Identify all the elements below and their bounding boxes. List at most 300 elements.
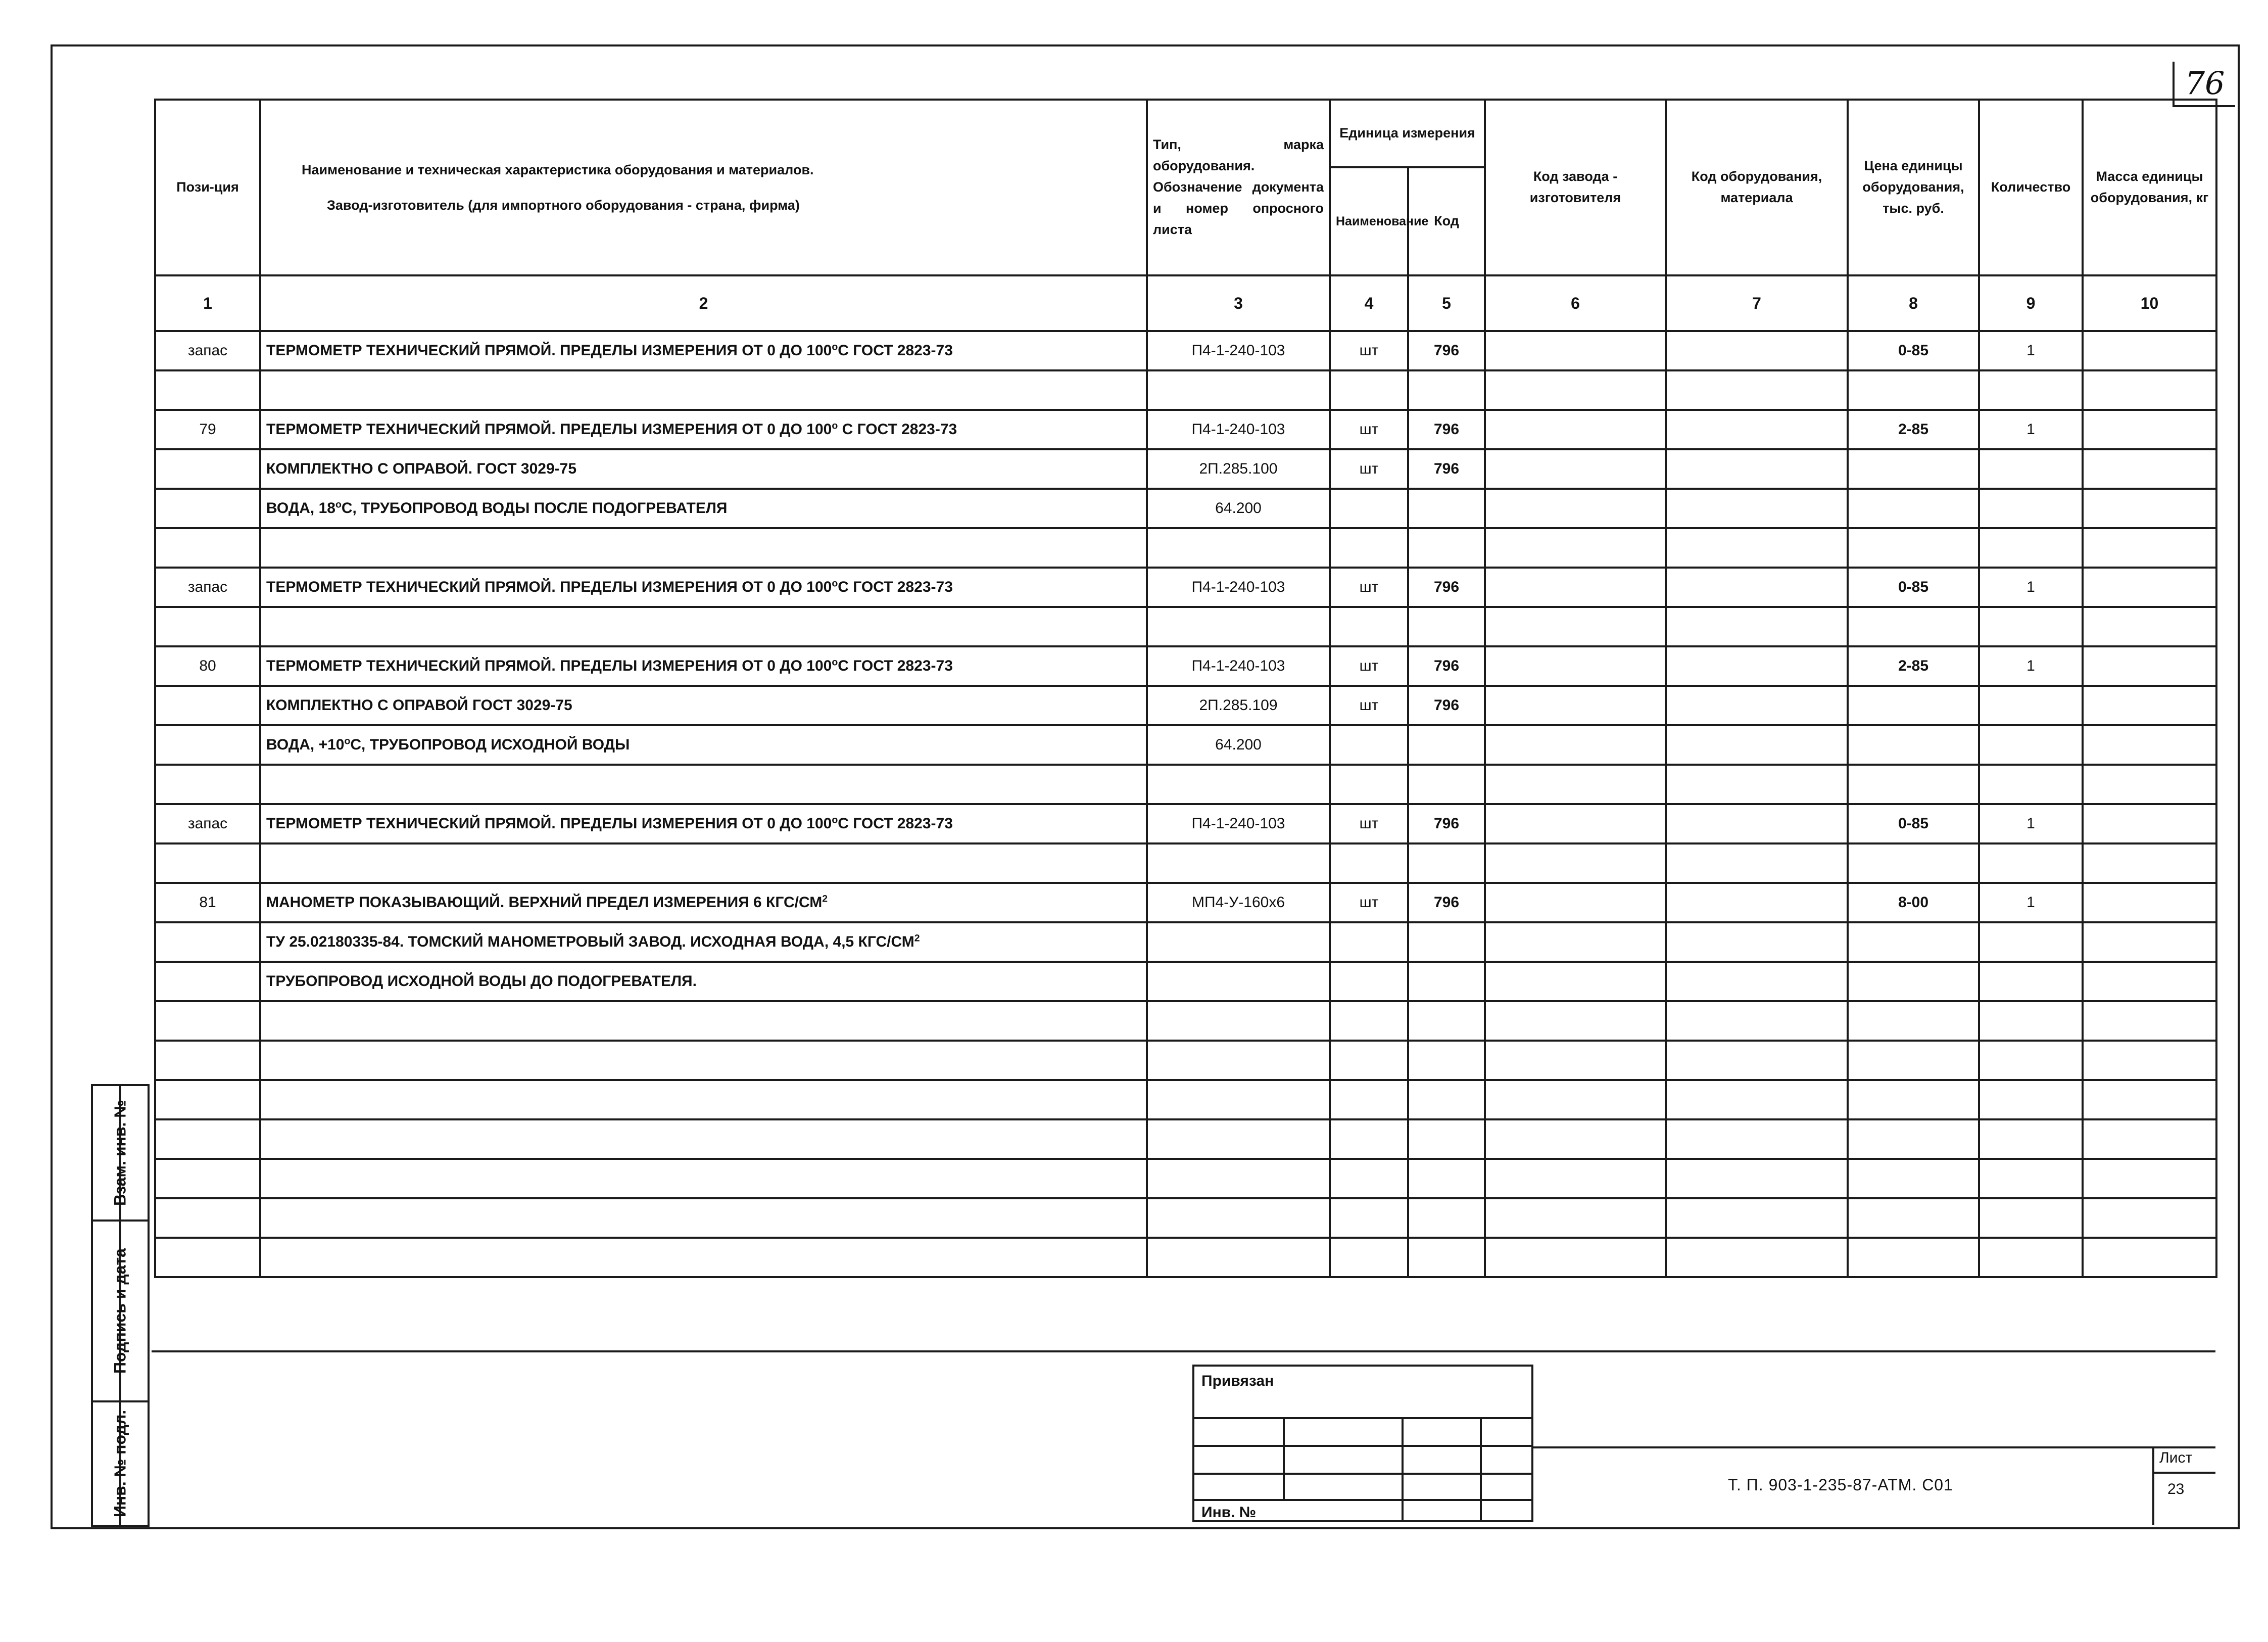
cell-name <box>260 1119 1147 1159</box>
cell-unit-code: 796 <box>1408 331 1485 370</box>
cell-position <box>155 725 260 765</box>
header-price: Цена единицы оборудования, тыс. руб. <box>1848 100 1979 275</box>
cell-unit <box>1330 962 1408 1001</box>
cell-mass <box>2083 765 2216 804</box>
cell-price <box>1848 528 1979 568</box>
cell-unit-code <box>1408 489 1485 528</box>
cell-position <box>155 1001 260 1041</box>
cell-maker-code <box>1485 765 1666 804</box>
cell-quantity <box>1979 765 2083 804</box>
title-block-top-line <box>1531 1446 2215 1448</box>
table-row <box>155 1198 2216 1238</box>
cell-equipment-code <box>1666 804 1848 843</box>
cell-name <box>260 843 1147 883</box>
column-number: 2 <box>260 275 1147 331</box>
table-row <box>155 1041 2216 1080</box>
cell-maker-code <box>1485 922 1666 962</box>
stamp-privyazan-label: Привязан <box>1201 1373 1274 1389</box>
cell-quantity <box>1979 962 2083 1001</box>
cell-name: КОМПЛЕКТНО С ОПРАВОЙ. ГОСТ 3029-75 <box>260 449 1147 489</box>
cell-maker-code <box>1485 568 1666 607</box>
column-number: 6 <box>1485 275 1666 331</box>
cell-price <box>1848 962 1979 1001</box>
cell-name <box>260 765 1147 804</box>
cell-equipment-code <box>1666 528 1848 568</box>
cell-unit-code <box>1408 370 1485 410</box>
cell-unit: шт <box>1330 883 1408 922</box>
cell-unit: шт <box>1330 804 1408 843</box>
cell-price <box>1848 449 1979 489</box>
cell-unit-code <box>1408 922 1485 962</box>
cell-mass <box>2083 1238 2216 1277</box>
cell-unit-code <box>1408 607 1485 646</box>
approval-stamp <box>1192 1365 1533 1522</box>
cell-unit <box>1330 765 1408 804</box>
cell-position <box>155 1238 260 1277</box>
cell-type <box>1147 528 1330 568</box>
cell-equipment-code <box>1666 962 1848 1001</box>
table-row <box>155 1238 2216 1277</box>
cell-unit <box>1330 1238 1408 1277</box>
cell-name <box>260 1159 1147 1198</box>
cell-maker-code <box>1485 370 1666 410</box>
cell-mass <box>2083 449 2216 489</box>
table-row <box>155 883 2216 922</box>
stamp-line <box>1480 1417 1482 1522</box>
cell-price <box>1848 607 1979 646</box>
cell-equipment-code <box>1666 370 1848 410</box>
cell-type: 64.200 <box>1147 489 1330 528</box>
cell-type <box>1147 922 1330 962</box>
cell-quantity: 1 <box>1979 568 2083 607</box>
table-row <box>155 410 2216 449</box>
column-number: 7 <box>1666 275 1848 331</box>
cell-name: ТЕРМОМЕТР ТЕХНИЧЕСКИЙ ПРЯМОЙ. ПРЕДЕЛЫ ИЗМЕРЕНИЯ ОТ 0 ДО 100$^o$С ГОСТ 2823-73 <box>260 331 1147 370</box>
cell-quantity: 1 <box>1979 883 2083 922</box>
cell-mass <box>2083 410 2216 449</box>
cell-price: 8-00 <box>1848 883 1979 922</box>
cell-type <box>1147 607 1330 646</box>
cell-quantity <box>1979 922 2083 962</box>
cell-quantity <box>1979 1159 2083 1198</box>
cell-equipment-code <box>1666 410 1848 449</box>
table-row <box>155 646 2216 686</box>
table-row <box>155 331 2216 370</box>
table-row <box>155 843 2216 883</box>
cell-price <box>1848 489 1979 528</box>
cell-price: 0-85 <box>1848 804 1979 843</box>
cell-position: запас <box>155 804 260 843</box>
cell-price <box>1848 843 1979 883</box>
handwritten-sheet-number: 76 <box>2173 62 2235 107</box>
cell-quantity <box>1979 528 2083 568</box>
cell-unit <box>1330 1001 1408 1041</box>
cell-mass <box>2083 370 2216 410</box>
cell-unit: шт <box>1330 686 1408 725</box>
cell-price: 0-85 <box>1848 568 1979 607</box>
column-number: 1 <box>155 275 260 331</box>
cell-quantity <box>1979 1119 2083 1159</box>
header-name <box>260 100 1147 275</box>
cell-position <box>155 1080 260 1119</box>
cell-equipment-code <box>1666 1238 1848 1277</box>
cell-unit <box>1330 922 1408 962</box>
column-number-row <box>155 275 2216 331</box>
cell-type: П4-1-240-103 <box>1147 804 1330 843</box>
cell-name: ТУ 25.02180335-84. ТОМСКИЙ МАНОМЕТРОВЫЙ ЗАВОД. ИСХОДНАЯ ВОДА, 4,5 КГС/$СМ^2$ <box>260 922 1147 962</box>
table-row <box>155 1001 2216 1041</box>
cell-mass <box>2083 922 2216 962</box>
cell-price <box>1848 1119 1979 1159</box>
cell-maker-code <box>1485 489 1666 528</box>
cell-unit-code <box>1408 1198 1485 1238</box>
header-maker-code: Код завода - изготовителя <box>1485 100 1666 275</box>
header-type: Тип, марка оборудования. Обозначение документа и номер опросного листа <box>1147 100 1330 275</box>
cell-position <box>155 1198 260 1238</box>
cell-unit-code <box>1408 528 1485 568</box>
table-row <box>155 528 2216 568</box>
cell-type <box>1147 1159 1330 1198</box>
cell-quantity <box>1979 607 2083 646</box>
header-name-line2: Завод-изготовитель (для импортного оборудования - страна, фирма) <box>327 198 800 213</box>
column-number: 9 <box>1979 275 2083 331</box>
cell-type <box>1147 1041 1330 1080</box>
cell-price <box>1848 1198 1979 1238</box>
cell-equipment-code <box>1666 568 1848 607</box>
cell-mass <box>2083 843 2216 883</box>
cell-unit <box>1330 725 1408 765</box>
cell-quantity <box>1979 725 2083 765</box>
cell-name: ТЕРМОМЕТР ТЕХНИЧЕСКИЙ ПРЯМОЙ. ПРЕДЕЛЫ ИЗМЕРЕНИЯ ОТ 0 ДО 100$^o$С ГОСТ 2823-73 <box>260 568 1147 607</box>
cell-mass <box>2083 804 2216 843</box>
cell-type <box>1147 1198 1330 1238</box>
cell-name: ТРУБОПРОВОД ИСХОДНОЙ ВОДЫ ДО ПОДОГРЕВАТЕЛЯ. <box>260 962 1147 1001</box>
cell-unit-code <box>1408 1041 1485 1080</box>
cell-quantity <box>1979 370 2083 410</box>
cell-type <box>1147 370 1330 410</box>
cell-name <box>260 528 1147 568</box>
cell-unit <box>1330 489 1408 528</box>
cell-equipment-code <box>1666 1159 1848 1198</box>
stamp-line <box>1283 1417 1285 1499</box>
cell-maker-code <box>1485 331 1666 370</box>
table-row <box>155 568 2216 607</box>
cell-position <box>155 765 260 804</box>
cell-position <box>155 370 260 410</box>
side-block-podpis <box>91 1219 150 1402</box>
cell-unit: шт <box>1330 331 1408 370</box>
cell-price <box>1848 765 1979 804</box>
cell-unit <box>1330 370 1408 410</box>
side-label-inv-podl: Инв. № подл. <box>111 1410 129 1518</box>
cell-equipment-code <box>1666 1198 1848 1238</box>
cell-maker-code <box>1485 883 1666 922</box>
cell-quantity <box>1979 686 2083 725</box>
table-row <box>155 489 2216 528</box>
cell-mass <box>2083 725 2216 765</box>
cell-unit-code <box>1408 1119 1485 1159</box>
cell-name <box>260 370 1147 410</box>
cell-maker-code <box>1485 607 1666 646</box>
cell-price <box>1848 922 1979 962</box>
cell-type <box>1147 962 1330 1001</box>
cell-price <box>1848 1159 1979 1198</box>
side-label-podpis-data: Подпись и дата <box>111 1248 129 1374</box>
cell-quantity: 1 <box>1979 646 2083 686</box>
cell-equipment-code <box>1666 922 1848 962</box>
cell-quantity <box>1979 449 2083 489</box>
cell-equipment-code <box>1666 1041 1848 1080</box>
cell-name: КОМПЛЕКТНО С ОПРАВОЙ ГОСТ 3029-75 <box>260 686 1147 725</box>
column-number: 10 <box>2083 275 2216 331</box>
cell-unit: шт <box>1330 410 1408 449</box>
cell-quantity <box>1979 1080 2083 1119</box>
title-block-sheet-line <box>2152 1472 2215 1474</box>
stamp-line <box>1192 1445 1533 1447</box>
equipment-spec-table <box>154 99 2217 1278</box>
cell-quantity <box>1979 1001 2083 1041</box>
cell-position: запас <box>155 331 260 370</box>
cell-quantity <box>1979 1198 2083 1238</box>
cell-position <box>155 1119 260 1159</box>
cell-maker-code <box>1485 686 1666 725</box>
cell-type: П4-1-240-103 <box>1147 410 1330 449</box>
cell-unit-code <box>1408 725 1485 765</box>
cell-quantity <box>1979 843 2083 883</box>
cell-equipment-code <box>1666 843 1848 883</box>
cell-position <box>155 843 260 883</box>
cell-name: ВОДА, $+10^oС$, ТРУБОПРОВОД ИСХОДНОЙ ВОДЫ <box>260 725 1147 765</box>
stamp-line <box>1192 1499 1533 1501</box>
cell-quantity: 1 <box>1979 804 2083 843</box>
stamp-line <box>1192 1473 1533 1475</box>
cell-quantity: 1 <box>1979 331 2083 370</box>
cell-equipment-code <box>1666 725 1848 765</box>
cell-unit-code <box>1408 962 1485 1001</box>
cell-price <box>1848 370 1979 410</box>
cell-name <box>260 1238 1147 1277</box>
table-row <box>155 1119 2216 1159</box>
cell-unit: шт <box>1330 646 1408 686</box>
title-block-sheet-divider <box>2152 1446 2154 1525</box>
cell-unit: шт <box>1330 449 1408 489</box>
cell-name: ТЕРМОМЕТР ТЕХНИЧЕСКИЙ ПРЯМОЙ. ПРЕДЕЛЫ ИЗМЕРЕНИЯ ОТ 0 ДО 100$^o$С ГОСТ 2823-73 <box>260 804 1147 843</box>
cell-position <box>155 922 260 962</box>
cell-name: ТЕРМОМЕТР ТЕХНИЧЕСКИЙ ПРЯМОЙ. ПРЕДЕЛЫ ИЗМЕРЕНИЯ ОТ 0 ДО 100$^o$С ГОСТ 2823-73 <box>260 646 1147 686</box>
column-number: 8 <box>1848 275 1979 331</box>
cell-name <box>260 1198 1147 1238</box>
cell-position <box>155 607 260 646</box>
cell-maker-code <box>1485 962 1666 1001</box>
header-position: Пози-ция <box>155 100 260 275</box>
cell-unit-code: 796 <box>1408 646 1485 686</box>
cell-unit: шт <box>1330 568 1408 607</box>
cell-maker-code <box>1485 410 1666 449</box>
cell-equipment-code <box>1666 1001 1848 1041</box>
cell-type: МП4-У-160х6 <box>1147 883 1330 922</box>
table-row <box>155 804 2216 843</box>
cell-price <box>1848 1080 1979 1119</box>
cell-type: П4-1-240-103 <box>1147 568 1330 607</box>
side-block-inv-podl <box>91 1400 150 1527</box>
cell-mass <box>2083 962 2216 1001</box>
cell-price <box>1848 725 1979 765</box>
cell-maker-code <box>1485 646 1666 686</box>
cell-name <box>260 1080 1147 1119</box>
side-label-vzam-inv: Взам. инв. № <box>111 1100 129 1206</box>
cell-unit-code <box>1408 1159 1485 1198</box>
side-block-vzam <box>91 1084 150 1222</box>
cell-unit-code <box>1408 1238 1485 1277</box>
cell-type <box>1147 1001 1330 1041</box>
cell-price <box>1848 1041 1979 1080</box>
cell-maker-code <box>1485 449 1666 489</box>
cell-type <box>1147 1080 1330 1119</box>
table-row <box>155 370 2216 410</box>
cell-mass <box>2083 568 2216 607</box>
cell-price: 0-85 <box>1848 331 1979 370</box>
cell-unit-code: 796 <box>1408 449 1485 489</box>
cell-mass <box>2083 528 2216 568</box>
cell-unit-code <box>1408 1080 1485 1119</box>
cell-quantity <box>1979 489 2083 528</box>
cell-mass <box>2083 1001 2216 1041</box>
cell-price <box>1848 1238 1979 1277</box>
column-number: 3 <box>1147 275 1330 331</box>
cell-type: 2П.285.100 <box>1147 449 1330 489</box>
header-quantity: Количество <box>1979 100 2083 275</box>
stamp-line <box>1402 1417 1404 1522</box>
header-unit-code: Код <box>1408 167 1485 275</box>
cell-name <box>260 607 1147 646</box>
cell-type <box>1147 1119 1330 1159</box>
cell-unit <box>1330 1159 1408 1198</box>
cell-unit-code: 796 <box>1408 410 1485 449</box>
table-row <box>155 449 2216 489</box>
cell-unit <box>1330 1198 1408 1238</box>
table-row <box>155 1159 2216 1198</box>
cell-mass <box>2083 1198 2216 1238</box>
cell-position <box>155 489 260 528</box>
cell-maker-code <box>1485 843 1666 883</box>
cell-maker-code <box>1485 1119 1666 1159</box>
cell-maker-code <box>1485 528 1666 568</box>
cell-mass <box>2083 646 2216 686</box>
header-equipment-code: Код оборудования, материала <box>1666 100 1848 275</box>
cell-equipment-code <box>1666 331 1848 370</box>
sheet-label: Лист <box>2159 1449 2193 1466</box>
cell-unit <box>1330 528 1408 568</box>
cell-name <box>260 1041 1147 1080</box>
table-row <box>155 1080 2216 1119</box>
cell-maker-code <box>1485 1159 1666 1198</box>
cell-position: 79 <box>155 410 260 449</box>
cell-name: ТЕРМОМЕТР ТЕХНИЧЕСКИЙ ПРЯМОЙ. ПРЕДЕЛЫ ИЗМЕРЕНИЯ ОТ 0 ДО 100$^o$ С ГОСТ 2823-73 <box>260 410 1147 449</box>
cell-equipment-code <box>1666 646 1848 686</box>
cell-unit-code <box>1408 1001 1485 1041</box>
cell-mass <box>2083 1080 2216 1119</box>
cell-maker-code <box>1485 804 1666 843</box>
cell-maker-code <box>1485 1041 1666 1080</box>
table-row <box>155 686 2216 725</box>
cell-mass <box>2083 607 2216 646</box>
cell-position: запас <box>155 568 260 607</box>
cell-type <box>1147 1238 1330 1277</box>
table-row <box>155 607 2216 646</box>
cell-position <box>155 962 260 1001</box>
cell-unit-code <box>1408 765 1485 804</box>
cell-type: П4-1-240-103 <box>1147 646 1330 686</box>
stamp-line <box>1192 1417 1533 1419</box>
cell-quantity <box>1979 1238 2083 1277</box>
table-row <box>155 962 2216 1001</box>
cell-maker-code <box>1485 1001 1666 1041</box>
cell-maker-code <box>1485 1238 1666 1277</box>
table-row <box>155 765 2216 804</box>
cell-name: МАНОМЕТР ПОКАЗЫВАЮЩИЙ. ВЕРХНИЙ ПРЕДЕЛ ИЗМЕРЕНИЯ 6 КГС/$СМ^2$ <box>260 883 1147 922</box>
header-mass: Масса единицы оборудования, кг <box>2083 100 2216 275</box>
cell-mass <box>2083 1159 2216 1198</box>
cell-equipment-code <box>1666 1080 1848 1119</box>
cell-equipment-code <box>1666 765 1848 804</box>
cell-mass <box>2083 1119 2216 1159</box>
document-reference: Т. П. 903-1-235-87-АТМ. С01 <box>1728 1476 1953 1494</box>
bottom-region-line <box>152 1350 2215 1352</box>
header-unit-name: Наименование <box>1330 167 1408 275</box>
cell-maker-code <box>1485 1080 1666 1119</box>
table-row <box>155 922 2216 962</box>
cell-unit <box>1330 1119 1408 1159</box>
cell-unit-code <box>1408 843 1485 883</box>
cell-mass <box>2083 331 2216 370</box>
cell-equipment-code <box>1666 489 1848 528</box>
cell-unit <box>1330 843 1408 883</box>
cell-position: 80 <box>155 646 260 686</box>
cell-equipment-code <box>1666 686 1848 725</box>
column-number: 4 <box>1330 275 1408 331</box>
cell-quantity: 1 <box>1979 410 2083 449</box>
cell-price: 2-85 <box>1848 646 1979 686</box>
cell-maker-code <box>1485 725 1666 765</box>
stamp-inv-no-label: Инв. № <box>1201 1504 1257 1521</box>
cell-unit-code: 796 <box>1408 568 1485 607</box>
header-name-line1: Наименование и техническая характеристика оборудования и материалов. <box>302 162 814 177</box>
cell-type: 64.200 <box>1147 725 1330 765</box>
column-number: 5 <box>1408 275 1485 331</box>
table-row <box>155 725 2216 765</box>
cell-mass <box>2083 686 2216 725</box>
cell-unit-code: 796 <box>1408 686 1485 725</box>
cell-position <box>155 686 260 725</box>
cell-position <box>155 1159 260 1198</box>
header-unit: Единица измерения <box>1330 100 1485 167</box>
cell-equipment-code <box>1666 883 1848 922</box>
cell-unit <box>1330 607 1408 646</box>
cell-unit-code: 796 <box>1408 883 1485 922</box>
cell-mass <box>2083 883 2216 922</box>
sheet-number: 23 <box>2167 1481 2185 1497</box>
cell-position <box>155 449 260 489</box>
cell-mass <box>2083 489 2216 528</box>
cell-equipment-code <box>1666 607 1848 646</box>
cell-unit-code: 796 <box>1408 804 1485 843</box>
cell-type <box>1147 843 1330 883</box>
cell-position <box>155 528 260 568</box>
cell-unit <box>1330 1080 1408 1119</box>
cell-price: 2-85 <box>1848 410 1979 449</box>
cell-type: 2П.285.109 <box>1147 686 1330 725</box>
cell-equipment-code <box>1666 1119 1848 1159</box>
